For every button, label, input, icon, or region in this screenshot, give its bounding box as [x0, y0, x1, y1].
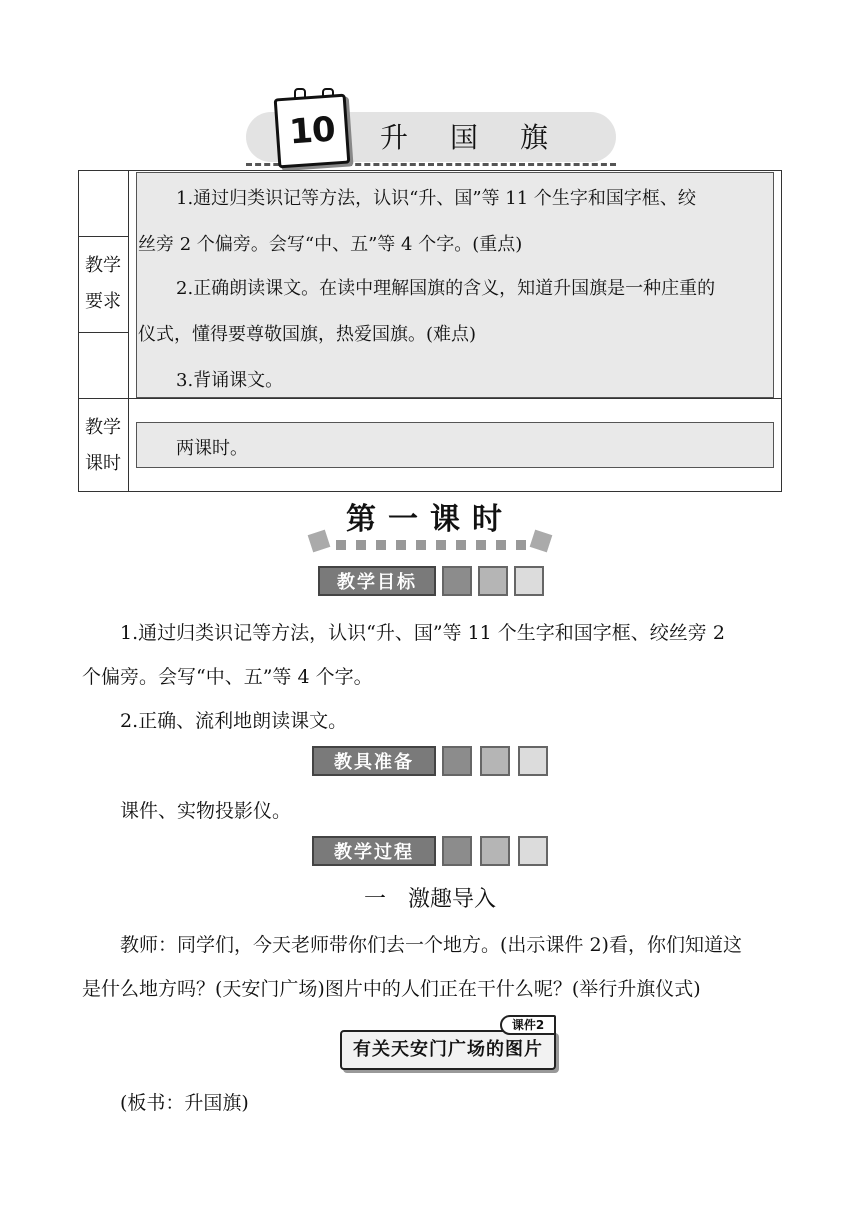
tag-block	[442, 566, 472, 596]
lesson-title: 升国旗	[380, 121, 591, 154]
process-line: 教师：同学们，今天老师带你们去一个地方。(出示课件 2)看，你们知道这	[120, 934, 742, 956]
requirement-line: 仪式，懂得要尊敬国旗，热爱国旗。(难点)	[138, 324, 477, 345]
step-heading: 一 激趣导入	[363, 887, 496, 912]
process-tag: 教学过程	[312, 836, 436, 866]
courseware-tag: 课件2	[500, 1015, 556, 1035]
tag-block	[518, 746, 548, 776]
goal-line: 1.通过归类识记等方法，认识“升、国”等 11 个生字和国字框、绞丝旁 2	[120, 622, 725, 644]
requirement-line: 1.通过归类识记等方法，认识“升、国”等 11 个生字和国字框、绞	[176, 188, 696, 209]
requirement-line: 3.背诵课文。	[176, 370, 284, 391]
tag-block	[518, 836, 548, 866]
tag-block	[480, 746, 510, 776]
tag-block	[442, 746, 472, 776]
lesson-number: 10	[287, 109, 336, 153]
section-title: 第一课时	[346, 502, 514, 537]
materials-text: 课件、实物投影仪。	[120, 800, 292, 822]
requirement-line: 2.正确朗读课文。在读中理解国旗的含义，知道升国旗是一种庄重的	[176, 278, 716, 299]
hours-value: 两课时。	[176, 438, 248, 459]
tag-block	[442, 836, 472, 866]
tag-block	[478, 566, 508, 596]
materials-tag: 教具准备	[312, 746, 436, 776]
process-line: 是什么地方吗？(天安门广场)图片中的人们正在干什么呢？(举行升旗仪式)	[82, 978, 701, 1000]
courseware-card: 有关天安门广场的图片	[340, 1030, 556, 1070]
hours-label: 教学课时	[85, 417, 121, 474]
goal-line: 个偏旁。会写“中、五”等 4 个字。	[82, 666, 373, 688]
board-note: (板书：升国旗)	[120, 1092, 249, 1114]
calendar-icon	[274, 94, 351, 169]
requirement-line: 丝旁 2 个偏旁。会写“中、五”等 4 个字。(重点)	[138, 234, 523, 255]
tag-block	[514, 566, 544, 596]
teaching-goals-tag: 教学目标	[318, 566, 436, 596]
tag-block	[480, 836, 510, 866]
goal-line: 2.正确、流利地朗读课文。	[120, 710, 348, 732]
requirements-label: 教学要求	[85, 255, 121, 312]
